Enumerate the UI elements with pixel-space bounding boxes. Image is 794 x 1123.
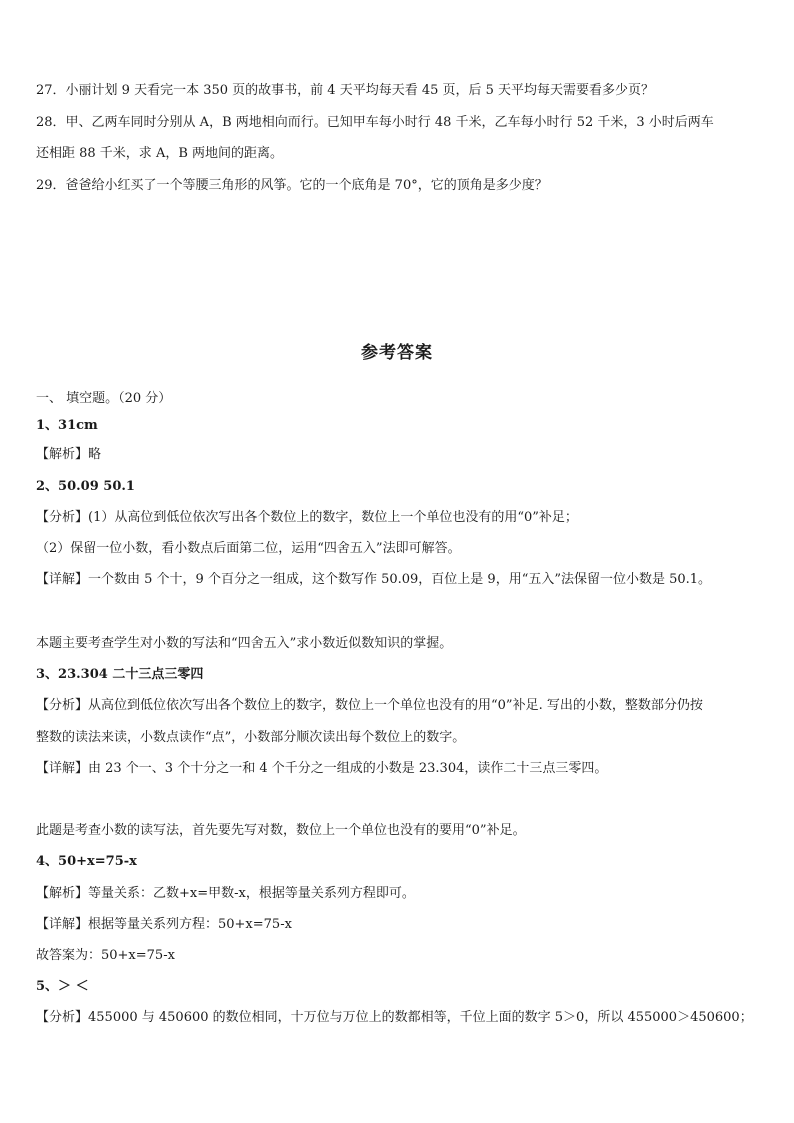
answer-2-xiangjie: 【详解】一个数由 5 个十，9 个百分之一组成，这个数写作 50.09，百位上是 9，用“五入”法保留一位小数是 50.1。 [36,572,712,587]
answer-3-note: 此题是考查小数的读写法，首先要先写对数，数位上一个单位也没有的要用“0”补足。 [36,823,526,838]
answer-3-xiangjie: 【详解】由 23 个一、3 个十分之一和 4 个千分之一组成的小数是 23.304，读作二十三点三零四。 [36,761,608,776]
answer-4: 4、50+x=75-x [36,854,137,869]
question-28-line-1: 28．甲、乙两车同时分别从 A，B 两地相向而行。已知甲车每小时行 48 千米，乙车每小时行 52 千米，3 小时后两车 [36,115,714,130]
answer-2-fenxi-2: （2）保留一位小数，看小数点后面第二位，运用“四舍五入”法即可解答。 [36,541,461,556]
answer-4-answer: 故答案为：50+x=75-x [36,948,175,963]
answer-3-fenxi-1: 【分析】从高位到低位依次写出各个数位上的数字，数位上一个单位也没有的用“0”补足. 写出的小数，整数部分仍按 [36,698,703,713]
answer-3: 3、23.304 二十三点三零四 [36,667,204,682]
answer-2-fenxi-1: 【分析】(1）从高位到低位依次写出各个数位上的数字，数位上一个单位也没有的用“0”补足； [36,510,578,525]
answer-5-fenxi: 【分析】455000 与 450600 的数位相同，十万位与万位上的数都相等，千位上面的数字 5＞0，所以 455000＞450600； [36,1010,753,1025]
answer-4-xiangjie: 【详解】根据等量关系列方程：50+x=75-x [36,917,292,932]
answer-3-fenxi-2: 整数的读法来读，小数点读作“点”，小数部分顺次读出每个数位上的数字。 [36,730,466,745]
answer-2-note: 本题主要考查学生对小数的写法和“四舍五入”求小数近似数知识的掌握。 [36,636,453,651]
question-27: 27．小丽计划 9 天看完一本 350 页的故事书，前 4 天平均每天看 45 页，后 5 天平均每天需要看多少页？ [36,83,655,98]
answers-title: 参考答案 [361,343,433,363]
answer-1: 1、31cm [36,418,98,433]
answer-5: 5、＞ ＜ [36,979,89,994]
answer-1-jiexi: 【解析】略 [36,447,102,462]
answer-2: 2、50.09 50.1 [36,479,135,494]
section-heading: 一、 填空题。（20 分） [36,391,172,406]
question-28-line-2: 还相距 88 千米，求 A，B 两地间的距离。 [36,146,284,161]
answer-4-jiexi: 【解析】等量关系：乙数+x=甲数-x，根据等量关系列方程即可。 [36,886,415,901]
question-29: 29．爸爸给小红买了一个等腰三角形的风筝。它的一个底角是 70°，它的顶角是多少度？ [36,178,548,193]
